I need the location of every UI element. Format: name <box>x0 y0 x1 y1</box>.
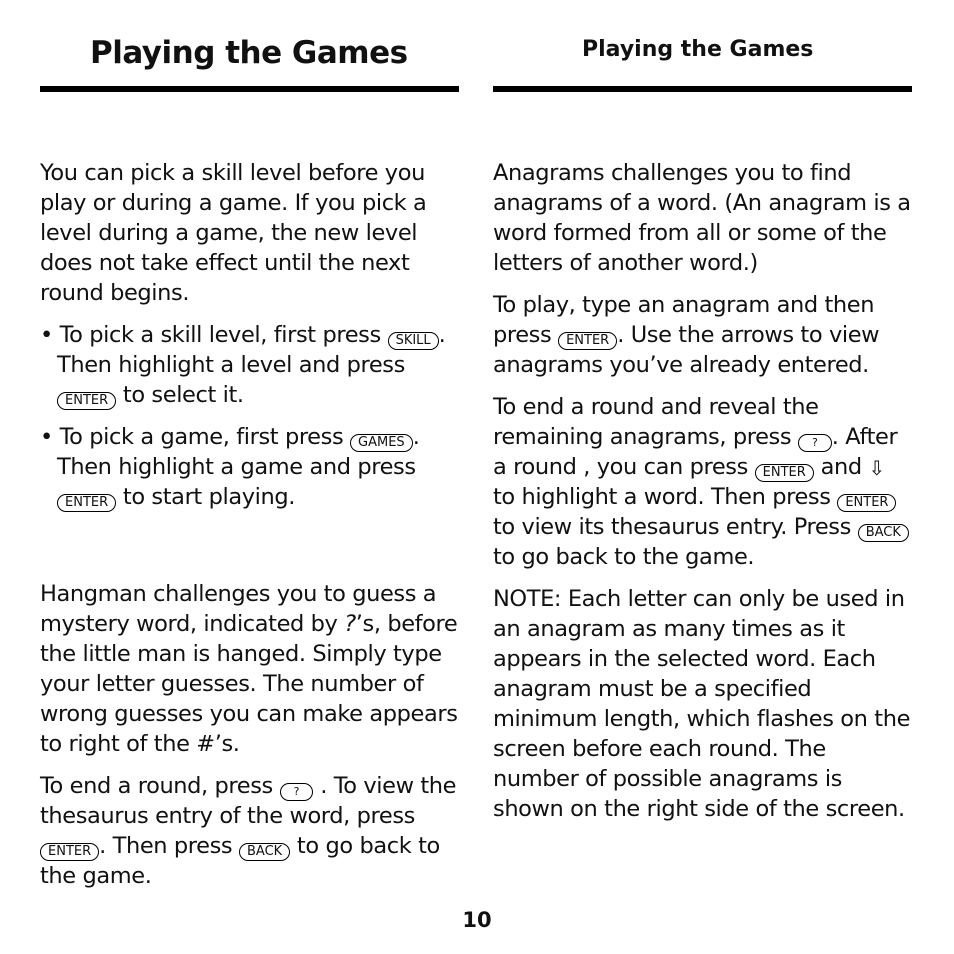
enter-key-icon: ENTER <box>57 392 116 410</box>
anagrams-note: NOTE: Each letter can only be used in an anagram as many times as it appears in the selected word. Each anagram must be a specified minimum length, which flashes on the screen before each round. The number of possible anagrams is shown on the right side of the screen. <box>493 586 911 822</box>
page-number: 10 <box>462 908 492 932</box>
body-text: to highlight a word. Then press <box>493 484 838 510</box>
body-text: To play, type an anagram and then press <box>493 292 875 348</box>
right-column <box>493 158 911 836</box>
running-header: Playing the Games <box>582 37 814 62</box>
enter-key-icon: ENTER <box>837 494 896 512</box>
body-text: . To view the thesaurus entry of the word, press <box>40 773 457 829</box>
skill-level-intro: You can pick a skill level before you play or during a game. If you pick a level during a game, the new level does not take effect until the next round begins. <box>40 160 427 306</box>
body-text: Hangman challenges you to guess a mystery word, indicated by <box>40 581 437 637</box>
body-text: and <box>813 454 869 480</box>
bullet-text: • To pick a skill level, first press <box>40 322 388 348</box>
enter-key-icon: ENTER <box>558 332 617 350</box>
game-pick-bullet <box>40 422 458 512</box>
skill-level-bullet <box>40 320 458 410</box>
left-title-rule <box>40 86 459 92</box>
body-text: ’s, before the little man is hanged. Simply type your letter guesses. The number of wrong guesses you can make appears to right of the #’s. <box>40 611 458 757</box>
enter-key-icon: ENTER <box>40 843 99 861</box>
question-mark: ? <box>344 611 356 637</box>
page-title: Playing the Games <box>90 35 408 71</box>
bullet-text: • To pick a game, first press <box>40 424 351 450</box>
bullet-text: . Then highlight a level and press <box>57 322 446 378</box>
body-text: to view its thesaurus entry. Press <box>493 514 858 540</box>
enter-key-icon: ENTER <box>755 464 814 482</box>
body-text: . Then press <box>99 833 239 859</box>
skill-key-icon: SKILL <box>388 332 439 350</box>
anagrams-play <box>493 290 911 380</box>
body-text: To end a round, press <box>40 773 280 799</box>
right-title-rule <box>493 86 912 92</box>
back-key-icon: BACK <box>239 843 290 861</box>
back-key-icon: BACK <box>858 524 909 542</box>
anagrams-end-round <box>493 392 911 572</box>
anagrams-intro: Anagrams challenges you to find anagrams of a word. (An anagram is a word formed from all or some of the letters of another word.) <box>493 160 911 276</box>
section-gap <box>40 524 458 579</box>
games-key-icon: GAMES <box>350 434 413 452</box>
down-arrow-icon: ⇩ <box>868 456 885 480</box>
hangman-description <box>40 579 458 759</box>
body-text: . Use the arrows to view anagrams you’ve already entered. <box>493 322 880 378</box>
bullet-text: . Then highlight a game and press <box>57 424 420 480</box>
body-text: To end a round and reveal the remaining anagrams, press <box>493 394 819 450</box>
body-text: to go back to the game. <box>40 833 440 889</box>
body-text: . After a round , you can press <box>493 424 898 480</box>
enter-key-icon: ENTER <box>57 494 116 512</box>
bullet-text: to select it. <box>116 382 244 408</box>
bullet-text: to start playing. <box>116 484 295 510</box>
body-text: to go back to the game. <box>493 544 755 570</box>
hangman-end-round <box>40 771 458 891</box>
left-column <box>40 158 458 903</box>
help-key-icon: ? <box>798 434 832 452</box>
help-key-icon: ? <box>280 783 314 801</box>
